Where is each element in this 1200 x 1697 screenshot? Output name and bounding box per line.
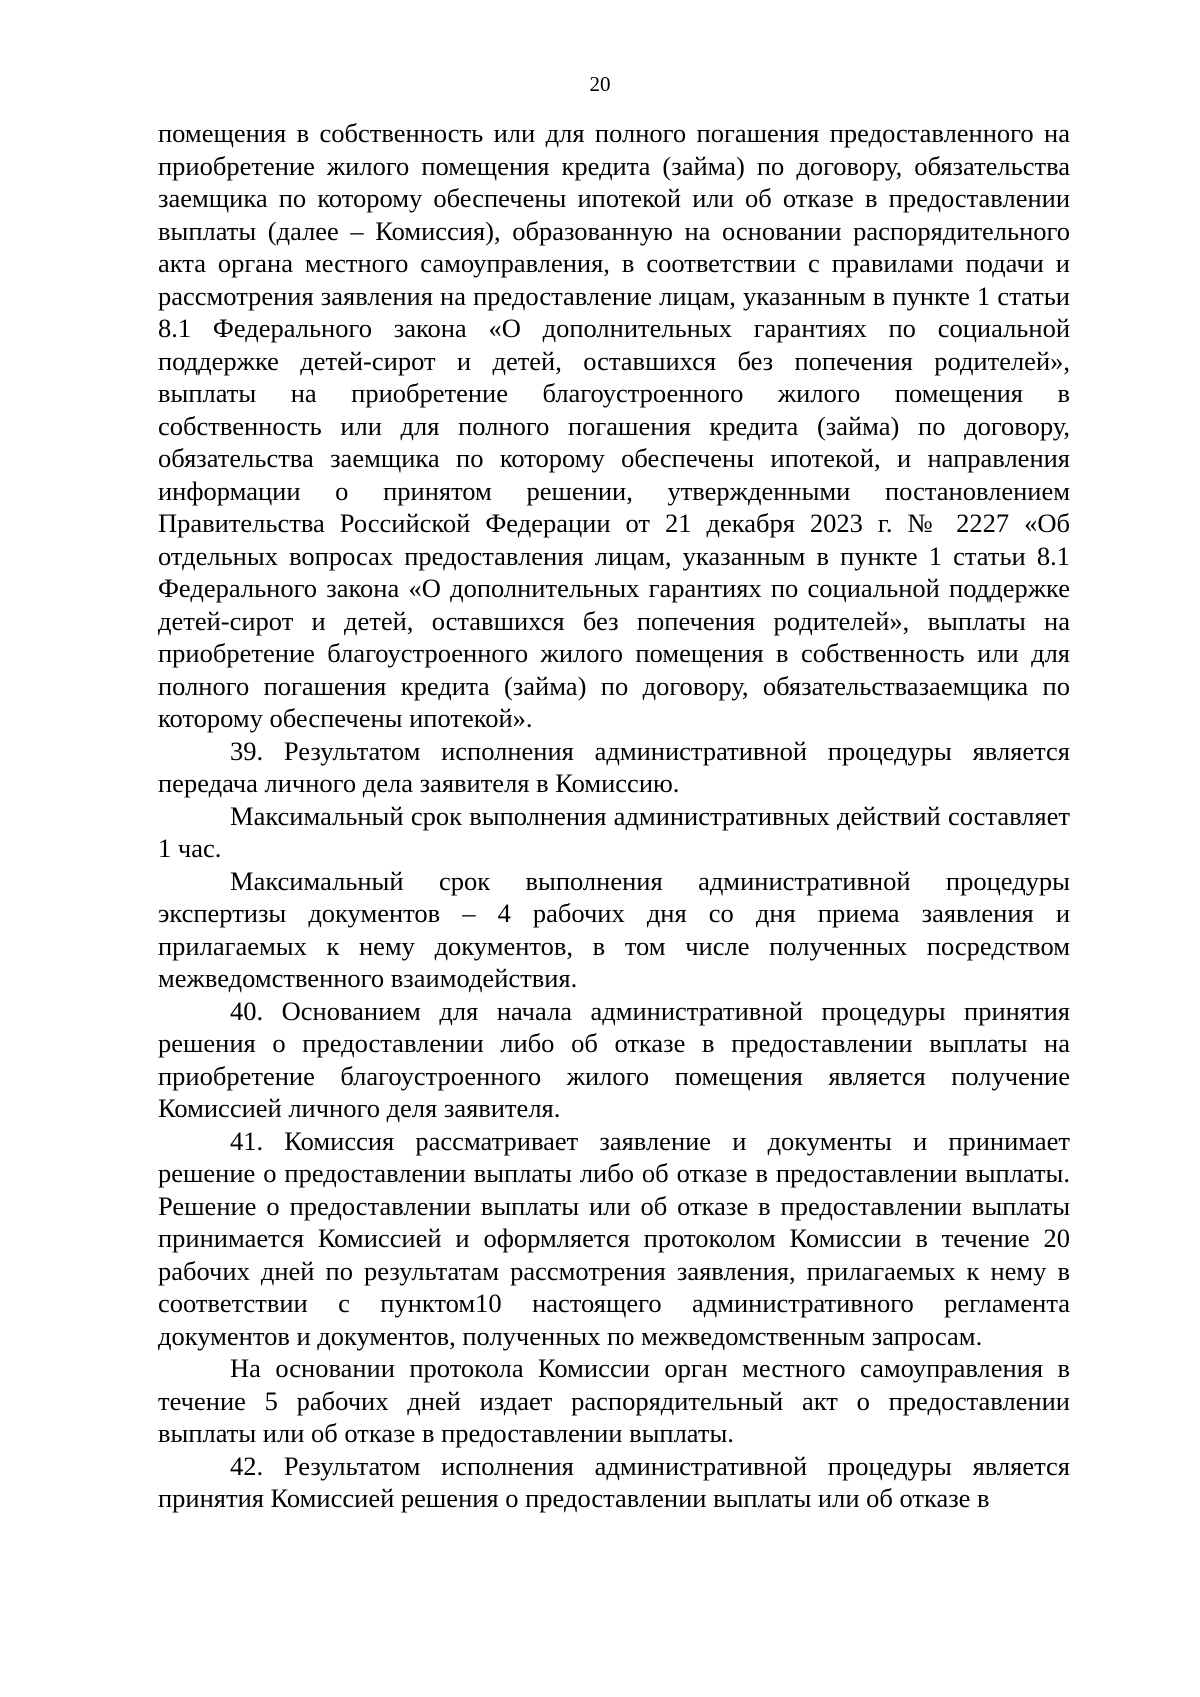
page-number: 20 [589, 72, 611, 96]
paragraph-item-39: 39. Результатом исполнения административной процедуры является передача личного дела заявителя в Комиссию. [158, 735, 1070, 798]
paragraph-item-42: 42. Результатом исполнения административной процедуры является принятия Комиссией решения о предоставлении выплаты или об отказе в [158, 1450, 1070, 1513]
paragraph-max-term-actions: Максимальный срок выполнения административных действий составляет 1 час. [158, 800, 1070, 863]
paragraph-continuation: помещения в собственность или для полного погашения предоставленного на приобретение жилого помещения кредита (займа) по договору, обязательства заемщика по которому обеспечены ипотекой или об отказе в предоставлении выплаты (далее – Комиссия), образованную на основании распорядительного акта органа местного самоуправления, в соответствии с правилами подачи и рассмотрения заявления на предоставление лицам, указанным в пункте 1 статьи 8.1 Федерального закона «О дополнительных гарантиях по социальной поддержке детей-сирот и детей, оставшихся без попечения родителей», выплаты на приобретение благоустроенного жилого помещения в собственность или для полного погашения кредита (займа) по договору, обязательства заемщика по которому обеспечены ипотекой, и направления информации о принятом решении, утвержденными постановлением Правительства Российской Федерации от 21 декабря 2023 г. № 2227 «Об отдельных вопросах предоставления лицам, указанным в пункте 1 статьи 8.1 Федерального закона «О дополнительных гарантиях по социальной поддержке детей-сирот и детей, оставшихся без попечения родителей», выплаты на приобретение благоустроенного жилого помещения в собственность или для полного погашения кредита (займа) по договору, обязательствазаемщика по которому обеспечены ипотекой». [158, 118, 1070, 733]
paragraph-protocol-decision: На основании протокола Комиссии орган местного самоуправления в течение 5 рабочих дней издает распорядительный акт о предоставлении выплаты или об отказе в предоставлении выплаты. [158, 1353, 1070, 1448]
document-body [158, 117, 1070, 1515]
paragraph-item-40: 40. Основанием для начала административной процедуры принятия решения о предоставлении либо об отказе в предоставлении выплаты на приобретение благоустроенного жилого помещения является получение Комиссией личного деля заявителя. [158, 995, 1070, 1123]
paragraph-item-41: 41. Комиссия рассматривает заявление и документы и принимает решение о предоставлении выплаты либо об отказе в предоставлении выплаты. Решение о предоставлении выплаты или об отказе в предоставлении выплаты принимается Комиссией и оформляется протоколом Комиссии в течение 20 рабочих дней по результатам рассмотрения заявления, прилагаемых к нему в соответствии с пунктом10 настоящего административного регламента документов и документов, полученных по межведомственным запросам. [158, 1125, 1070, 1351]
paragraph-max-term-expertise: Максимальный срок выполнения административной процедуры экспертизы документов – 4 рабочих дня со дня приема заявления и прилагаемых к нему документов, в том числе полученных посредством межведомственного взаимодействия. [158, 865, 1070, 993]
